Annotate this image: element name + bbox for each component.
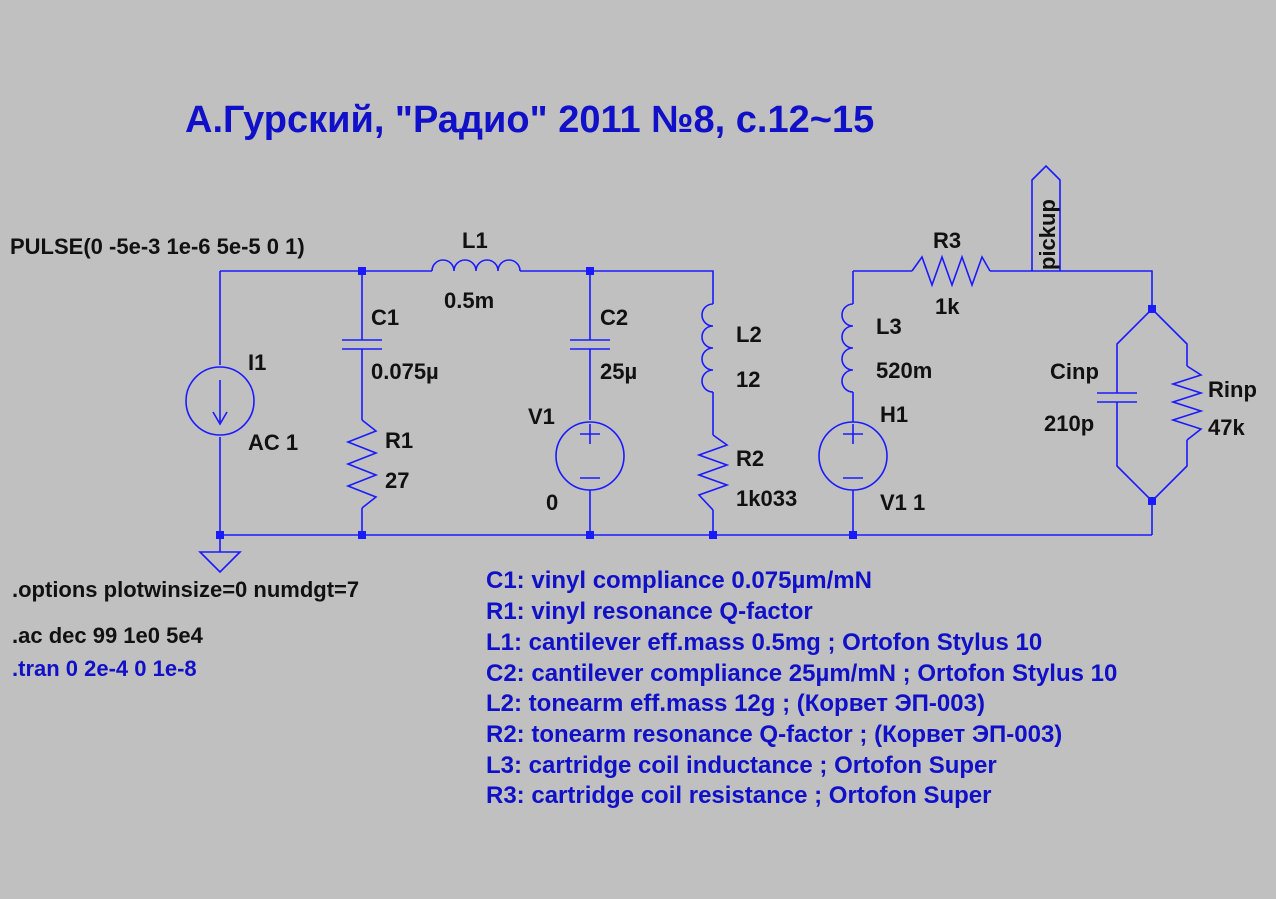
comment-line: C2: cantilever compliance 25µm/mN ; Ortofon Stylus 10 (486, 660, 1118, 687)
comment-line: R2: tonearm resonance Q-factor ; (Корвет ЭП-003) (486, 721, 1063, 748)
comment-block (486, 567, 1117, 809)
comment-line: L1: cantilever eff.mass 0.5mg ; Ortofon Stylus 10 (486, 629, 1043, 656)
comment-line: C1: vinyl compliance 0.075µm/mN (486, 567, 872, 594)
resistor-Rinp (1173, 366, 1201, 440)
Cinp-value: 210p (1044, 411, 1095, 436)
L2-value: 12 (736, 367, 761, 392)
R3-value: 1k (935, 294, 960, 319)
inductor-L1 (432, 260, 520, 271)
resistor-R2 (699, 435, 727, 510)
C1-value: 0.075µ (371, 359, 439, 384)
voltage-source-V1 (556, 422, 624, 490)
schematic-title: А.Гурский, "Радио" 2011 №8, с.12~15 (185, 99, 875, 141)
capacitor-C1 (342, 340, 382, 349)
C2-name: C2 (600, 305, 629, 330)
junction-nodes (216, 267, 1156, 539)
comment-line: L3: cartridge coil inductance ; Ortofon Super (486, 752, 997, 779)
L1-name: L1 (462, 228, 488, 253)
H1-value: V1 1 (880, 490, 926, 515)
pickup-net-label (1032, 166, 1060, 271)
L2-name: L2 (736, 322, 762, 347)
voltage-source-H1 (819, 422, 887, 490)
L1-value: 0.5m (444, 288, 495, 313)
R1-value: 27 (385, 468, 410, 493)
capacitor-Cinp (1097, 393, 1137, 402)
wires (220, 271, 1187, 552)
inductor-L2 (702, 304, 713, 392)
I1-value: AC 1 (248, 430, 299, 455)
spice-directives (12, 577, 359, 681)
capacitor-C2 (570, 340, 610, 349)
inductor-L3 (842, 304, 853, 392)
R1-name: R1 (385, 428, 414, 453)
R2-value: 1k033 (736, 486, 798, 511)
pickup-label-text: pickup (1035, 199, 1060, 270)
Rinp-value: 47k (1208, 415, 1245, 440)
C1-name: C1 (371, 305, 400, 330)
V1-name: V1 (528, 404, 555, 429)
ground-icon (200, 552, 240, 572)
comment-line: R1: vinyl resonance Q-factor (486, 598, 813, 625)
R3-name: R3 (933, 228, 962, 253)
V1-value: 0 (546, 490, 559, 515)
resistor-R1 (348, 420, 376, 508)
current-source-I1 (186, 367, 254, 435)
comment-line: L2: tonearm eff.mass 12g ; (Корвет ЭП-003) (486, 690, 985, 717)
L3-value: 520m (876, 358, 933, 383)
pulse-spec: PULSE(0 -5e-3 1e-6 5e-5 0 1) (10, 234, 305, 259)
Rinp-name: Rinp (1208, 377, 1257, 402)
I1-name: I1 (248, 350, 267, 375)
L3-name: L3 (876, 314, 902, 339)
C2-value: 25µ (600, 359, 638, 384)
resistor-R3 (912, 257, 990, 285)
Cinp-name: Cinp (1050, 359, 1099, 384)
comment-line: R3: cartridge coil resistance ; Ortofon Super (486, 782, 992, 809)
directive-options: .options plotwinsize=0 numdgt=7 (12, 577, 360, 602)
R2-name: R2 (736, 446, 765, 471)
directive-tran: .tran 0 2e-4 0 1e-8 (12, 656, 197, 681)
H1-name: H1 (880, 402, 909, 427)
directive-ac: .ac dec 99 1e0 5e4 (12, 623, 203, 648)
